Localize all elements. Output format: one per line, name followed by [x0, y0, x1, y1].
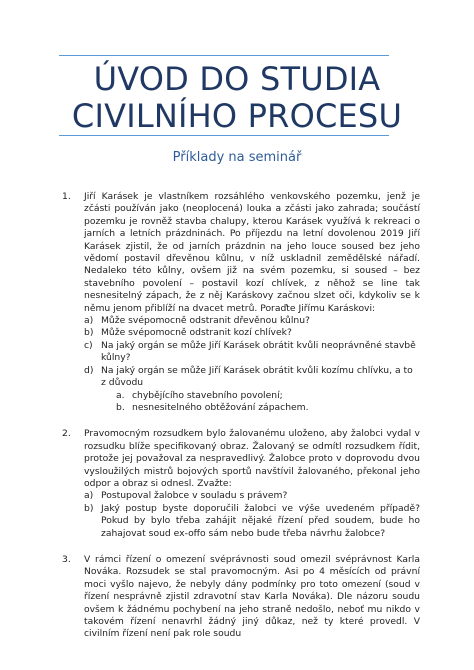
exercise-body: [84, 191, 420, 414]
question-marker: a): [84, 490, 94, 502]
question-text: Na jaký orgán se může Jiří Karásek obrátit kvůli kozímu chlívku, a to z důvodu: [101, 364, 413, 389]
exercise-body: [84, 554, 420, 641]
question-item: [84, 340, 420, 365]
question-item: [84, 490, 420, 502]
bottom-rule: [59, 135, 389, 136]
exercise-text: V rámci řízení o omezení svéprávnosti soud omezil svéprávnost Karla Nováka. Rozsudek se stal pravomocným. Asi po 4 měsících od právní moci vyšlo najevo, že nebyly dány podmínky pro toto omezení (soud v řízení nesprávně zjistil zdravotní stav Karla Nováka). Dle názoru soudu ovšem k žádnému pochybení na jeho straně nedošlo, neboť mu nikdo v takovém řízení nenavrhl žádný jiný důkaz, než ty které provedl. V civilním řízení není pak role soudu: [84, 553, 420, 640]
question-marker: c): [84, 339, 93, 351]
exercise-item: [60, 554, 420, 641]
exercise-number: 3.: [62, 553, 71, 565]
question-marker: d): [84, 364, 94, 376]
page-title-line1: ÚVOD DO STUDIA: [93, 60, 381, 98]
subpoint-text: chybějícího stavebního povolení;: [132, 389, 283, 401]
question-text: Může svépomocně odstranit dřevěnou kůlnu?: [101, 315, 310, 327]
exercise-text: Jiří Karásek je vlastníkem rozsáhlého venkovského pozemku, jenž je zčásti používán jako (neoplocená) louka a zčásti jako zahrada; součástí pozemku je rovněž stavba chalupy, kterou Karásek využívá k rekreaci o jarních a letních prázdninách. Po příjezdu na letní dovolenou 2019 Jiří Karásek zjistil, že od jarních prázdnin na jeho louce soused bez jeho vědomí postavil dřevěnou kůlnu, v níž uskladnil zemědělské nářadí. Nedaleko této kůlny, ovšem již na svém pozemku, si soused – bez stavebního povolení – postavil kozí chlívek, z něhož se line tak nesnesitelný zápach, že z něj Karáskovy začnou slzet oči, kdykoliv se k němu jenom přiblíží na dvacet metrů. Poraďte Jiřímu Karáskovi:: [84, 191, 420, 314]
exercise-list: [60, 191, 420, 655]
subpoint-text: nesnesitelného obtěžování zápachem.: [132, 401, 309, 413]
subpoint-item: [116, 402, 420, 414]
exercise-item: [60, 191, 420, 414]
page-title-line2: CIVILNÍHO PROCESU: [71, 97, 403, 135]
exercise-body: [84, 428, 420, 540]
page-subtitle: Příklady na seminář: [172, 150, 302, 165]
subpoint-item: [116, 390, 420, 402]
question-marker: a): [84, 315, 94, 327]
question-text: Může svépomocně odstranit kozí chlívek?: [101, 327, 292, 339]
exercise-number: 2.: [62, 428, 71, 440]
question-text: Na jaký orgán se může Jiří Karásek obrátit kvůli neoprávněné stavbě kůlny?: [101, 339, 416, 364]
question-item: [84, 315, 420, 327]
subpoint-marker: b.: [116, 401, 125, 413]
question-item: [84, 365, 420, 390]
subpoint-marker: a.: [116, 389, 125, 401]
question-marker: b): [84, 502, 94, 514]
question-text: Postupoval žalobce v souladu s právem?: [101, 490, 288, 502]
question-item: [84, 327, 420, 339]
exercise-text: Pravomocným rozsudkem bylo žalovanému uloženo, aby žalobci vydal v rozsudku blíže specifikovaný obraz. Žalovaný se odmítl rozsudkem řídit, protože jej považoval za nespravedlivý. Žalobce proto v doprovodu dvou vysloužilých mistrů bojových sportů navštívil žalovaného, překonal jeho odpor a obraz si odnesl. Zvažte:: [84, 428, 420, 489]
top-rule: [59, 55, 389, 56]
question-marker: b): [84, 327, 94, 339]
question-item: [84, 503, 420, 540]
exercise-number: 1.: [62, 191, 71, 202]
question-text: Jaký postup byste doporučili žalobci ve výše uvedeném případě? Pokud by bylo třeba zahájit nějaké řízení před soudem, bude ho zahajovat soud ex-offo sám nebo bude třeba návrhu žalobce?: [101, 502, 420, 539]
exercise-item: [60, 428, 420, 540]
